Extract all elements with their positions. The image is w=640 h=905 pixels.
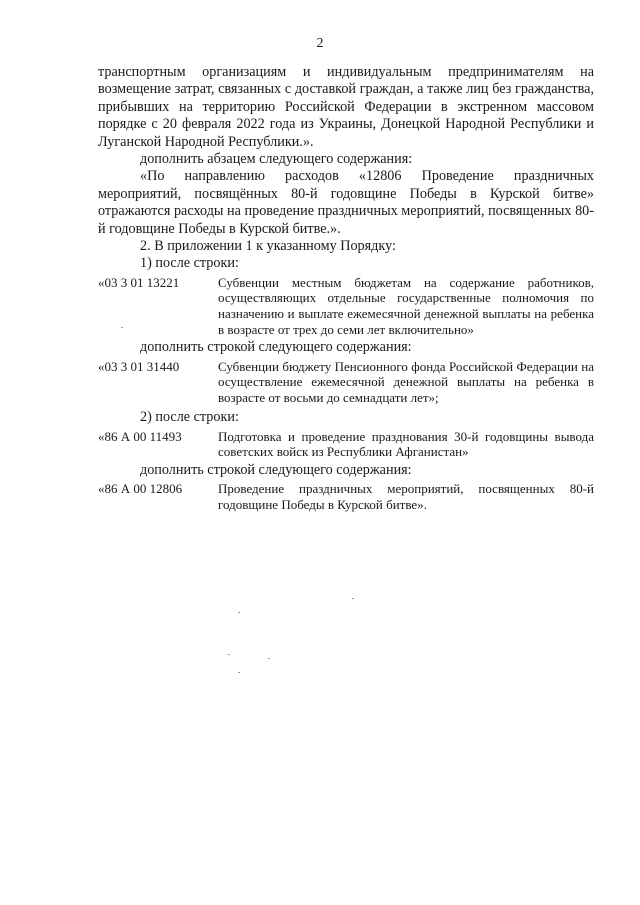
paragraph-instruction-add-paragraph: дополнить абзацем следующего содержания: (140, 151, 413, 168)
table-row (98, 275, 594, 337)
scan-speck (238, 672, 240, 673)
row-description: Субвенции местным бюджетам на содержание работников, осуществляющих отдельные государственные полномочия по назначению и выплате ежемесячной денежной выплаты на ребенка в возрасте от трех до семи лет включительно» (218, 274, 594, 337)
table-row (98, 481, 594, 512)
table-row (98, 359, 594, 406)
scan-speck (352, 598, 354, 599)
paragraph-after-row-2: 2) после строки: (140, 409, 239, 426)
row-description: Проведение праздничных мероприятий, посвященных 80-й годовщине Победы в Курской битве». (218, 481, 594, 513)
paragraph-add-row-1: дополнить строкой следующего содержания: (140, 339, 412, 356)
paragraph-quoted-text: «По направлению расходов «12806 Проведение праздничных мероприятий, посвящённых 80-й годовщине Победы в Курской битве» отражаются расходы на проведение праздничных мероприятий, посвященных 80-й годовщине Победы в Курской битве.». (98, 168, 594, 237)
paragraph-appendix-heading: 2. В приложении 1 к указанному Порядку: (140, 238, 396, 255)
row-code: «86 А 00 12806 (98, 481, 183, 497)
scan-speck (121, 327, 123, 328)
row-code: «03 3 01 31440 (98, 358, 180, 374)
scan-speck (268, 658, 270, 659)
paragraph-after-row-1: 1) после строки: (140, 255, 239, 272)
row-description: Субвенции бюджету Пенсионного фонда Российской Федерации на осуществление ежемесячной денежной выплаты на ребенка в возрасте от восьми до семнадцати лет»; (218, 358, 594, 405)
row-code: «03 3 01 13221 (98, 274, 180, 290)
row-code: «86 А 00 11493 (98, 428, 182, 444)
scan-speck (238, 612, 240, 613)
row-description: Подготовка и проведение празднования 30-й годовщины вывода советских войск из Республики Афганистан» (218, 428, 594, 460)
page-number: 2 (316, 36, 324, 51)
scan-speck (228, 654, 230, 655)
table-row (98, 429, 594, 460)
paragraph-continuation: транспортным организациям и индивидуальным предпринимателям на возмещение затрат, связанных с доставкой граждан, а также лиц без гражданства, прибывших на территорию Российской Федерации в экстренном массовом порядке с 20 февраля 2022 года из Украины, Донецкой Народной Республики и Луганской Народной Республики.». (98, 64, 594, 150)
document-body (98, 64, 594, 515)
paragraph-add-row-2: дополнить строкой следующего содержания: (140, 462, 412, 479)
